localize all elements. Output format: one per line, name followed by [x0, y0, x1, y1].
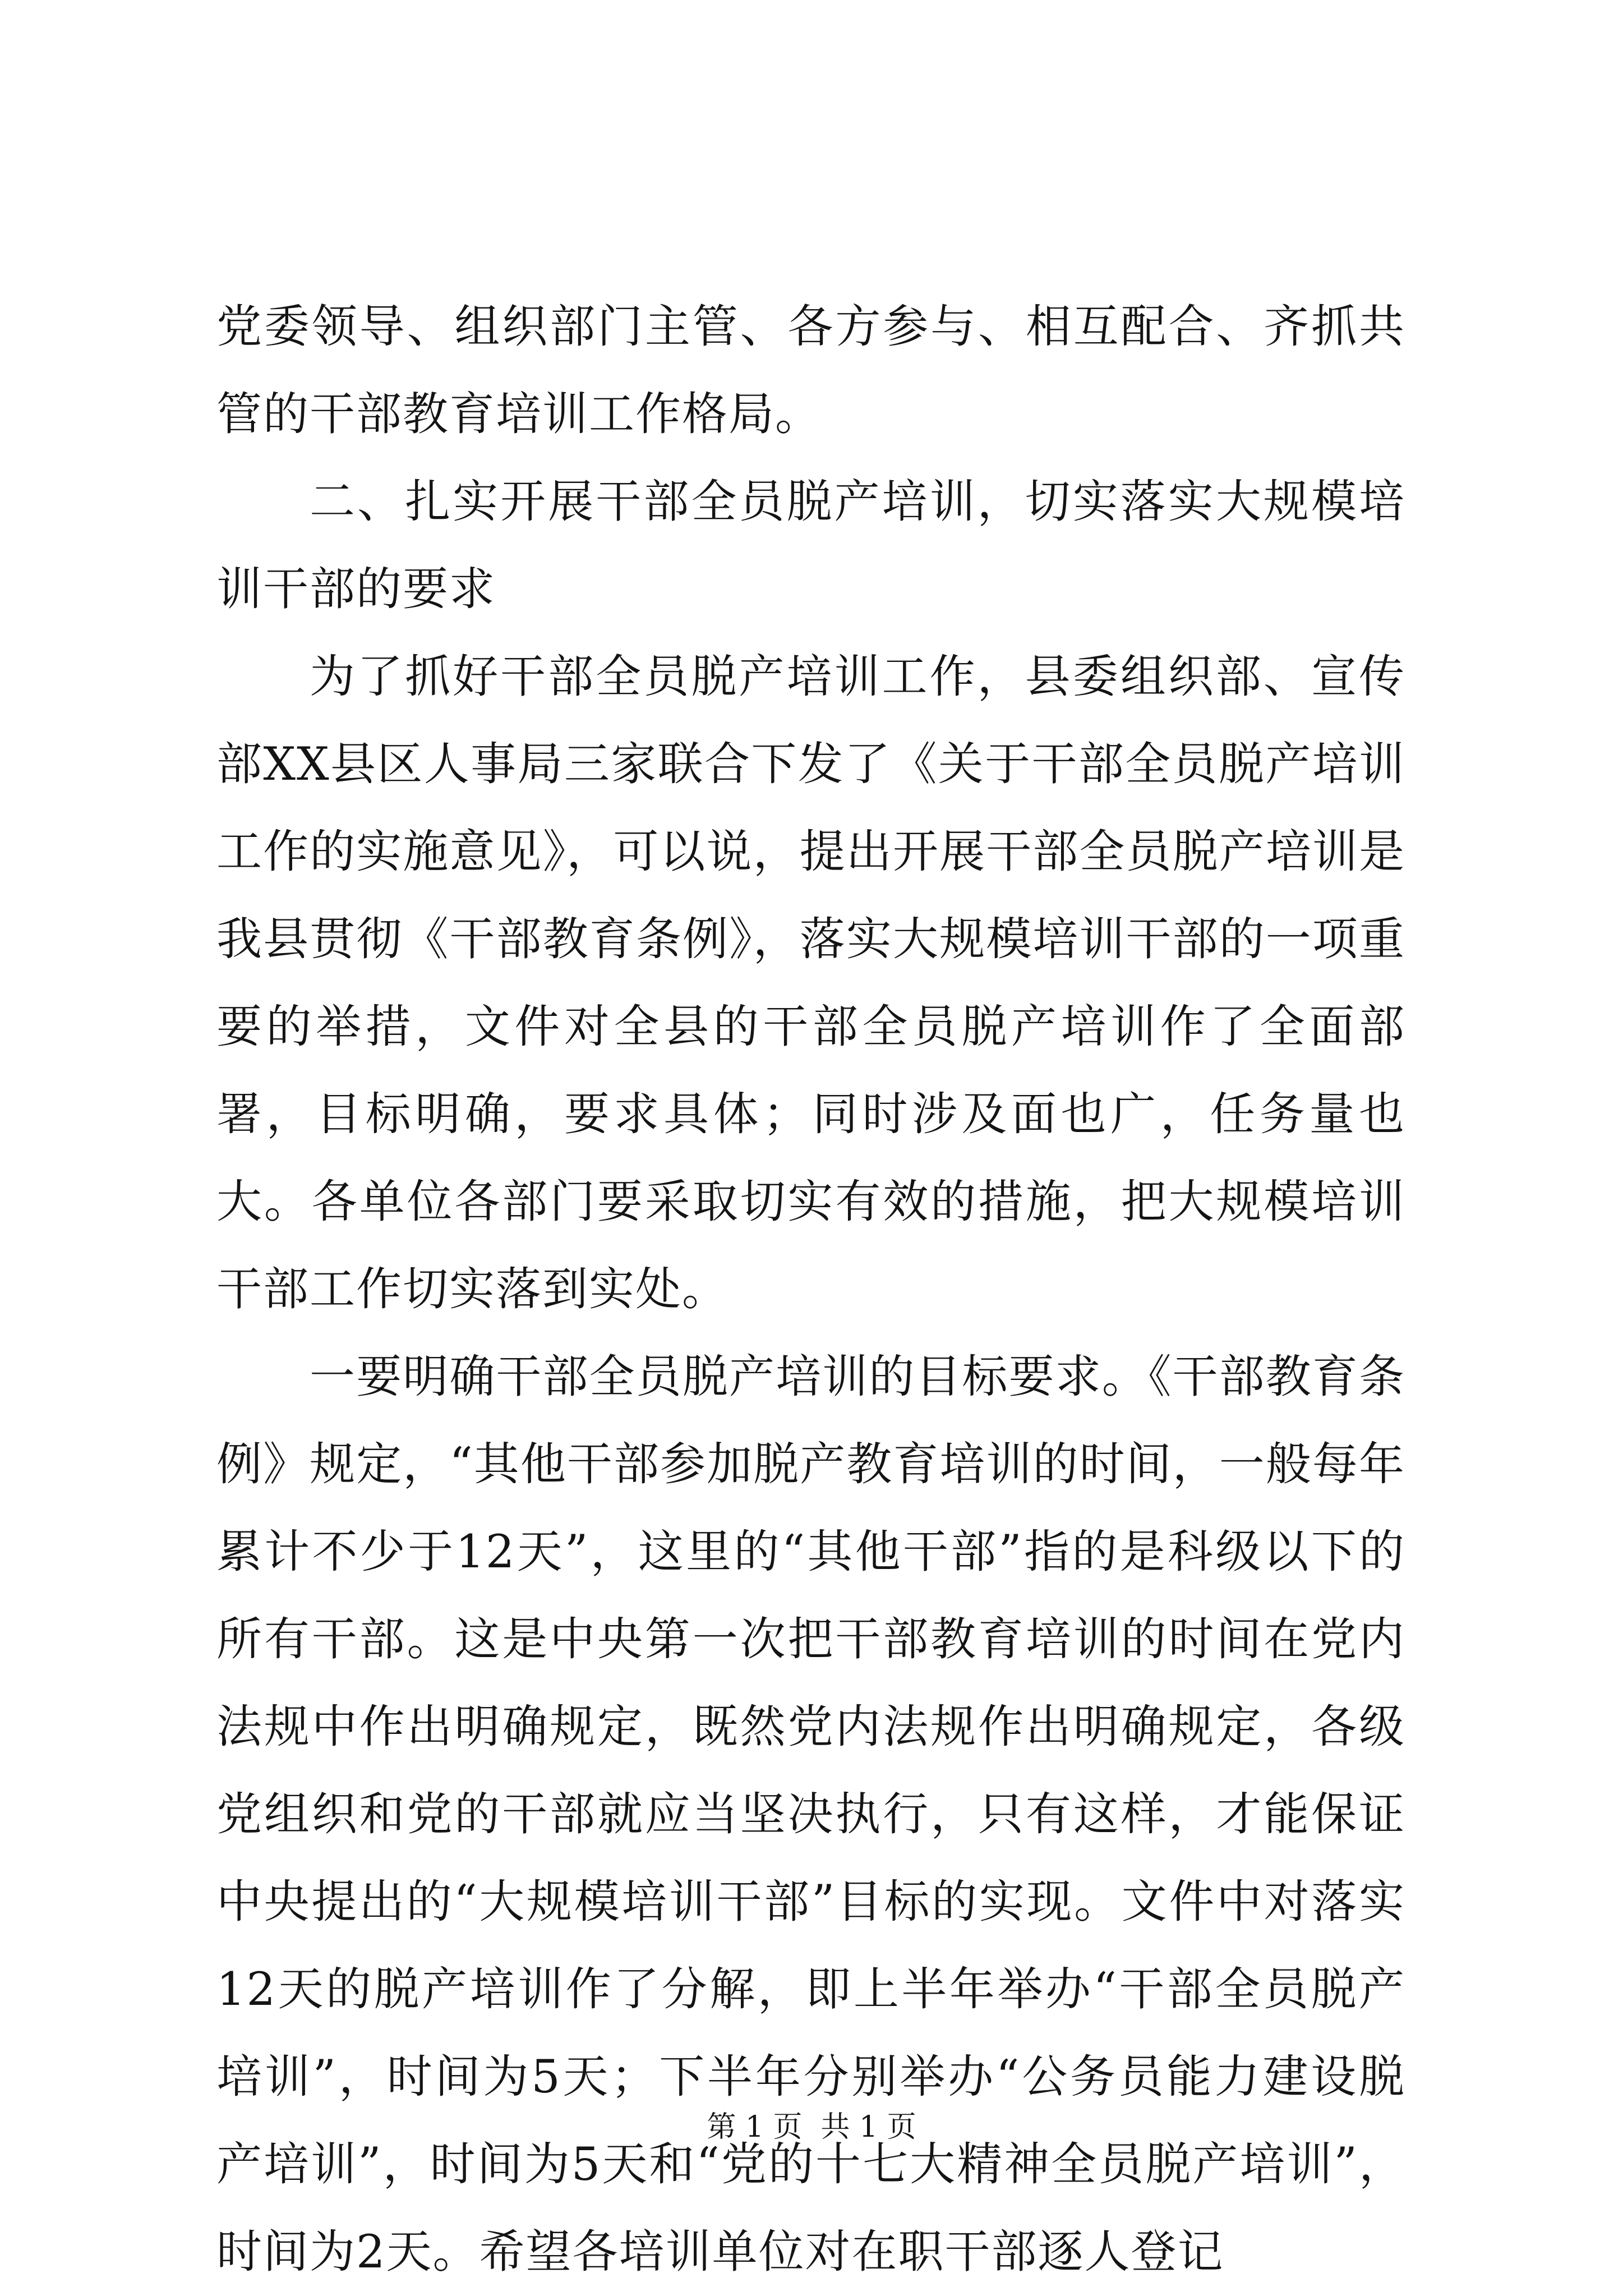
- document-body: [216, 283, 1405, 2296]
- paragraph-1: 党委领导、组织部门主管、各方参与、相互配合、齐抓共管的干部教育培训工作格局。: [216, 301, 1405, 441]
- paragraph-3: 为了抓好干部全员脱产培训工作，县委组织部、宣传部XX县区人事局三家联合下发了《关于干部全员脱产培训工作的实施意见》，可以说，提出开展干部全员脱产培训是我县贯彻《干部教育条例》，落实大规模培训干部的一项重要的举措，文件对全县的干部全员脱产培训作了全面部署，目标明确，要求具体；同时涉及面也广，任务量也大。各单位各部门要采取切实有效的措施，把大规模培训干部工作切实落到实处。: [216, 651, 1405, 1316]
- section-heading-2: 二、扎实开展干部全员脱产培训，切实落实大规模培训干部的要求: [216, 476, 1405, 616]
- page-footer: 第 1 页 共 1 页: [707, 2110, 916, 2144]
- paragraph-4: 一要明确干部全员脱产培训的目标要求。《干部教育条例》规定，“其他干部参加脱产教育培训的时间，一般每年累计不少于12天”，这里的“其他干部”指的是科级以下的所有干部。这是中央第一次把干部教育培训的时间在党内法规中作出明确规定，既然党内法规作出明确规定，各级党组织和党的干部就应当坚决执行，只有这样，才能保证中央提出的“大规模培训干部”目标的实现。文件中对落实12天的脱产培训作了分解，即上半年举办“干部全员脱产培训”，时间为5天；下半年分别举办“公务员能力建设脱产培训”，时间为5天和“党的十七大精神全员脱产培训”，时间为2天。希望各培训单位对在职干部逐人登记: [216, 1351, 1405, 2279]
